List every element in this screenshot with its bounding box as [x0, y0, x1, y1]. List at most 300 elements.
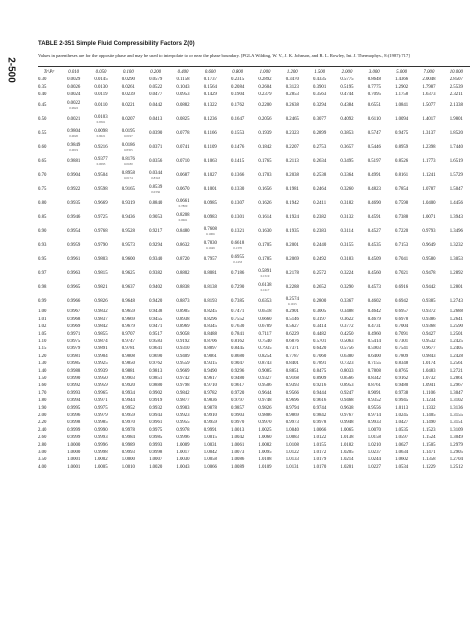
table-cell [415, 435, 442, 442]
table-cell [197, 376, 224, 383]
table-cell [415, 253, 442, 267]
table-row [38, 99, 470, 113]
table-cell [115, 398, 142, 405]
top-rule [38, 66, 470, 67]
table-cell [361, 281, 388, 295]
row-label-tr: 1.70 [38, 390, 47, 396]
cell-value: 0.2574 [285, 297, 299, 303]
cell-value: 0.9679 [121, 324, 135, 330]
cell-value: 1.0020 [149, 464, 163, 470]
cell-value: 0.8938 [176, 316, 190, 322]
cell-value: 1.0244 [367, 457, 381, 463]
table-row [38, 376, 470, 383]
table-cell [224, 211, 251, 225]
table-cell [224, 253, 251, 267]
table-cell [87, 405, 114, 412]
table-cell [87, 127, 114, 141]
table-cell [169, 331, 196, 338]
cell-value: 0.0026 [67, 84, 81, 90]
table-cell [415, 390, 442, 397]
cell-value: 0.1630 [258, 228, 272, 234]
table-cell [333, 427, 360, 434]
cell-value: 0.9216 [94, 144, 108, 150]
cell-value: 2.1338 [449, 102, 463, 108]
cell-value: 0.0130 [94, 84, 108, 90]
table-cell [388, 457, 415, 464]
cell-value: 0.3197 [313, 316, 327, 322]
table-cell [87, 339, 114, 346]
table-cell [415, 361, 442, 368]
cell-value: 0.6400 [367, 353, 381, 359]
table-cell [224, 169, 251, 183]
table-cell [443, 354, 470, 361]
table-cell [306, 77, 333, 84]
table-cell [87, 295, 114, 309]
table-cell [169, 141, 196, 155]
table-cell [415, 450, 442, 457]
cell-value: 0.9973 [285, 420, 299, 426]
table-cell [279, 281, 306, 295]
cell-value: 0.9747 [121, 339, 135, 345]
table-cell [142, 383, 169, 390]
table-cell [361, 346, 388, 353]
cell-value: 0.4991 [367, 172, 381, 178]
cell-value: 0.6551 [367, 102, 381, 108]
table-cell [224, 84, 251, 91]
cell-value: 0.9580 [422, 256, 436, 262]
table-cell [361, 398, 388, 405]
cell-value: 0.4250 [340, 331, 354, 337]
cell-value: 0.9168 [285, 375, 299, 381]
table-cell [251, 141, 278, 155]
cell-value: 1.1234 [422, 398, 436, 404]
table-cell [333, 361, 360, 368]
table-cell [115, 361, 142, 368]
table-cell [87, 155, 114, 169]
table-cell [279, 253, 306, 267]
cell-value: 0.3182 [340, 200, 354, 206]
cell-value: 0.9793 [422, 228, 436, 234]
cell-value: 0.8959 [395, 144, 409, 150]
table-title: TABLE 2-351 Simple Fluid Compressibility Factors Z(0) [38, 41, 195, 47]
cell-value: 1.0170 [313, 464, 327, 470]
table-cell [224, 405, 251, 412]
table-cell [197, 211, 224, 225]
table-cell [251, 317, 278, 324]
cell-value: 1.1106 [422, 390, 436, 396]
cell-value: 1.5077 [422, 102, 436, 108]
cell-value: 0.9638 [340, 405, 354, 411]
cell-value: 1.0237 [367, 449, 381, 455]
table-cell [115, 92, 142, 99]
cell-value: 0.2464 [313, 186, 327, 192]
cell-value: 1.0005 [94, 464, 108, 470]
cell-value: 1.0043 [176, 464, 190, 470]
table-cell [115, 420, 142, 427]
table-cell [169, 427, 196, 434]
cell-value: 0.9797 [231, 398, 245, 404]
cell-value: 0.9998 [67, 420, 81, 426]
table-cell [142, 398, 169, 405]
table-cell [115, 383, 142, 390]
cell-value: 0.5747 [367, 130, 381, 136]
cell-value: 1.0602 [395, 457, 409, 463]
table-cell [197, 92, 224, 99]
table-cell [251, 197, 278, 211]
cell-value: 0.9556 [367, 405, 381, 411]
cell-value: 0.2800 [313, 298, 327, 304]
cell-value: 0.2382 [313, 214, 327, 220]
table-cell [197, 84, 224, 91]
table-cell [388, 442, 415, 449]
table-cell [251, 450, 278, 457]
table-cell [87, 376, 114, 383]
table-cell [87, 346, 114, 353]
table-cell [306, 346, 333, 353]
table-cell [115, 405, 142, 412]
table-cell [361, 317, 388, 324]
cell-value: 1.0001 [67, 457, 81, 463]
cell-value: 0.9247 [340, 390, 354, 396]
table-cell [388, 427, 415, 434]
table-cell [87, 413, 114, 420]
table-cell [60, 113, 87, 127]
cell-value: 0.9959 [203, 420, 217, 426]
cell-value: 1.1490 [422, 420, 436, 426]
cell-value: 0.2379 [258, 92, 272, 98]
table-cell [361, 354, 388, 361]
cell-value: 0.9998 [149, 449, 163, 455]
cell-value: 1.0158 [367, 435, 381, 441]
cell-value: 1.7440 [449, 144, 463, 150]
table-cell [361, 427, 388, 434]
cell-value: 1.0002 [94, 457, 108, 463]
cell-opposite-phase-value: 0.7800 [178, 203, 188, 208]
cell-value: 0.9963 [67, 270, 81, 276]
table-cell [169, 317, 196, 324]
table-cell [169, 354, 196, 361]
table-cell [251, 113, 278, 127]
cell-value: 0.9377 [94, 157, 108, 163]
table-cell [197, 354, 224, 361]
table-cell [388, 127, 415, 141]
cell-value: 1.0214 [340, 457, 354, 463]
cell-value: 0.9904 [67, 172, 81, 178]
table-cell [251, 183, 278, 197]
table-cell [197, 331, 224, 338]
table-cell [197, 155, 224, 169]
cell-value: 0.7830 [203, 241, 217, 247]
table-cell [197, 464, 224, 471]
cell-value: 0.2604 [258, 84, 272, 90]
table-cell [279, 267, 306, 281]
table-cell [87, 420, 114, 427]
table-cell [279, 435, 306, 442]
cell-value: 0.9935 [67, 200, 81, 206]
table-cell [115, 225, 142, 239]
cell-value: 0.6955 [231, 255, 245, 261]
table-cell [333, 225, 360, 239]
cell-value: 2.5539 [449, 84, 463, 90]
table-body [38, 77, 470, 472]
table-row [38, 267, 470, 281]
cell-value: 1.0172 [313, 449, 327, 455]
cell-value: 0.1301 [231, 214, 245, 220]
cell-value: 0.9923 [176, 412, 190, 418]
table-subtitle: Values in parentheses are for the opposite phase and may be used to interpolate to or near the phase boundary. [PGLA Wilding, W. V., J. K. Johnson, and R. L. Rowley, Int. J. Thermophys., 8:(1987):717] [38, 53, 410, 58]
table-row [38, 77, 470, 84]
cell-value: 0.7004 [395, 324, 409, 330]
cell-value: 0.0983 [203, 214, 217, 220]
table-cell [87, 267, 114, 281]
table-cell [142, 317, 169, 324]
table-cell [443, 155, 470, 169]
table-cell [224, 457, 251, 464]
cell-value: 1.3047 [449, 390, 463, 396]
table-row [38, 155, 470, 169]
table-cell [169, 450, 196, 457]
cell-value: 0.9085 [258, 368, 272, 374]
cell-value: 0.0239 [121, 92, 135, 98]
table-cell [197, 413, 224, 420]
table-cell [306, 197, 333, 211]
table-cell [388, 405, 415, 412]
cell-value: 0.9475 [395, 130, 409, 136]
table-cell [333, 383, 360, 390]
table-cell [169, 84, 196, 91]
cell-value: 0.3488 [340, 309, 354, 315]
cell-value: 0.5756 [340, 346, 354, 352]
table-cell [415, 141, 442, 155]
table-cell [142, 450, 169, 457]
table-cell [306, 317, 333, 324]
cell-value: 0.3495 [340, 158, 354, 164]
cell-value: 0.7471 [231, 309, 245, 315]
cell-value: 0.7891 [313, 361, 327, 367]
table-cell [60, 420, 87, 427]
cell-value: 0.9352 [367, 398, 381, 404]
cell-value: 0.2084 [231, 84, 245, 90]
table-cell [415, 457, 442, 464]
table-cell [443, 141, 470, 155]
table-cell [197, 390, 224, 397]
table-cell [333, 450, 360, 457]
table-cell [224, 331, 251, 338]
cell-value: 0.0145 [94, 77, 108, 83]
cell-value: 0.9967 [67, 309, 81, 315]
cell-value: 1.0001 [67, 464, 81, 470]
cell-value: 0.8296 [203, 316, 217, 322]
cell-value: 0.0741 [176, 144, 190, 150]
table-cell [388, 267, 415, 281]
cell-value: 0.9583 [149, 339, 163, 345]
table-row [38, 346, 470, 353]
cell-value: 0.3772 [340, 324, 354, 330]
table-cell [279, 442, 306, 449]
row-label-tr: 0.98 [38, 284, 47, 290]
table-cell [142, 405, 169, 412]
table-cell [224, 267, 251, 281]
table-row [38, 324, 470, 331]
cell-value: 0.3132 [340, 214, 354, 220]
cell-value: 0.7021 [395, 270, 409, 276]
table-cell [388, 309, 415, 316]
cell-value: 0.9992 [67, 383, 81, 389]
cell-value: 0.9952 [121, 405, 135, 411]
cell-value: 1.3137 [422, 130, 436, 136]
table-cell [60, 127, 87, 141]
table-cell [306, 309, 333, 316]
cell-opposite-phase-value: 0.1049 [205, 245, 215, 250]
table-cell [60, 77, 87, 84]
cell-value: 0.9996 [94, 442, 108, 448]
column-header-pr: 10.000 [449, 69, 463, 75]
cell-value: 0.2638 [285, 102, 299, 108]
column-header-pr: 2.000 [341, 69, 353, 75]
table-cell [224, 141, 251, 155]
table-cell [115, 413, 142, 420]
table-cell [388, 450, 415, 457]
table-cell [197, 442, 224, 449]
table-cell [306, 331, 333, 338]
cell-value: 0.8445 [231, 346, 245, 352]
table-cell [361, 324, 388, 331]
table-cell [142, 368, 169, 375]
table-cell [306, 267, 333, 281]
cell-value: 0.9720 [231, 390, 245, 396]
table-cell [224, 346, 251, 353]
table-cell [60, 383, 87, 390]
cell-value: 1.2801 [449, 284, 463, 290]
table-cell [333, 398, 360, 405]
table-cell [388, 398, 415, 405]
table-cell [169, 390, 196, 397]
table-cell [60, 84, 87, 91]
cell-value: 0.9826 [94, 298, 108, 304]
table-cell [169, 113, 196, 127]
table-cell [279, 169, 306, 183]
table-cell [197, 317, 224, 324]
table-cell [279, 427, 306, 434]
table-cell [361, 127, 388, 141]
table-cell [60, 354, 87, 361]
cell-value: 0.2465 [285, 116, 299, 122]
table-cell [306, 113, 333, 127]
table-cell [197, 169, 224, 183]
cell-value: 0.9965 [67, 284, 81, 290]
table-cell [87, 309, 114, 316]
table-cell [388, 253, 415, 267]
table-cell [361, 113, 388, 127]
cell-value: 0.9310 [176, 346, 190, 352]
cell-value: 0.9382 [149, 270, 163, 276]
table-cell [415, 346, 442, 353]
table-cell [333, 197, 360, 211]
table-cell [169, 324, 196, 331]
cell-value: 0.8873 [176, 298, 190, 304]
cell-value: 0.4602 [367, 298, 381, 304]
table-cell [60, 435, 87, 442]
table-cell [415, 281, 442, 295]
cell-value: 0.9881 [67, 158, 81, 164]
table-cell [279, 127, 306, 141]
table-cell [306, 435, 333, 442]
cell-value: 0.9874 [94, 339, 108, 345]
table-cell [361, 267, 388, 281]
table-cell [443, 253, 470, 267]
cell-value: 0.8208 [176, 213, 190, 219]
cell-value: 1.0841 [395, 102, 409, 108]
table-cell [415, 295, 442, 309]
cell-value: 0.6380 [340, 353, 354, 359]
cell-value: 0.8680 [231, 353, 245, 359]
table-cell [169, 239, 196, 253]
table-row [38, 309, 470, 316]
cell-value: 1.0061 [231, 442, 245, 448]
table-cell [306, 169, 333, 183]
table-cell [306, 361, 333, 368]
cell-value: 0.6789 [258, 324, 272, 330]
cell-value: 0.9696 [285, 398, 299, 404]
table-cell [60, 442, 87, 449]
table-cell [224, 239, 251, 253]
cell-value: 1.0245 [395, 412, 409, 418]
cell-value: 2.3211 [449, 92, 463, 98]
table-cell [443, 457, 470, 464]
table-cell [306, 457, 333, 464]
table-cell [142, 435, 169, 442]
table-cell [333, 331, 360, 338]
table-cell [224, 427, 251, 434]
cell-value: 0.9971 [94, 398, 108, 404]
cell-value: 0.0207 [121, 116, 135, 122]
cell-value: 1.3155 [449, 412, 463, 418]
column-header-pr: 0.050 [95, 69, 107, 75]
cell-value: 0.9637 [121, 284, 135, 290]
table-cell [279, 354, 306, 361]
table-cell [279, 197, 306, 211]
cell-value: 0.2038 [285, 172, 299, 178]
table-cell [224, 295, 251, 309]
cell-value: 0.9393 [285, 383, 299, 389]
cell-value: 0.9966 [67, 298, 81, 304]
column-header-pr: 0.800 [232, 69, 244, 75]
cell-value: 0.9903 [121, 375, 135, 381]
cell-value: 0.1924 [285, 214, 299, 220]
table-cell [115, 281, 142, 295]
table-cell [333, 442, 360, 449]
table-cell [224, 317, 251, 324]
table-cell [142, 427, 169, 434]
cell-value: 0.0371 [149, 144, 163, 150]
table-cell [361, 141, 388, 155]
cell-value: 0.7186 [231, 270, 245, 276]
cell-value: 1.0089 [231, 464, 245, 470]
table-cell [60, 183, 87, 197]
table-cell [197, 435, 224, 442]
cell-value: 0.9296 [231, 368, 245, 374]
cell-value: 0.8905 [176, 309, 190, 315]
table-row [38, 390, 470, 397]
table-cell [142, 354, 169, 361]
table-cell [115, 339, 142, 346]
table-cell [279, 413, 306, 420]
table-cell [87, 183, 114, 197]
table-row [38, 295, 470, 309]
table-cell [224, 155, 251, 169]
table-cell [279, 361, 306, 368]
table-cell [87, 383, 114, 390]
